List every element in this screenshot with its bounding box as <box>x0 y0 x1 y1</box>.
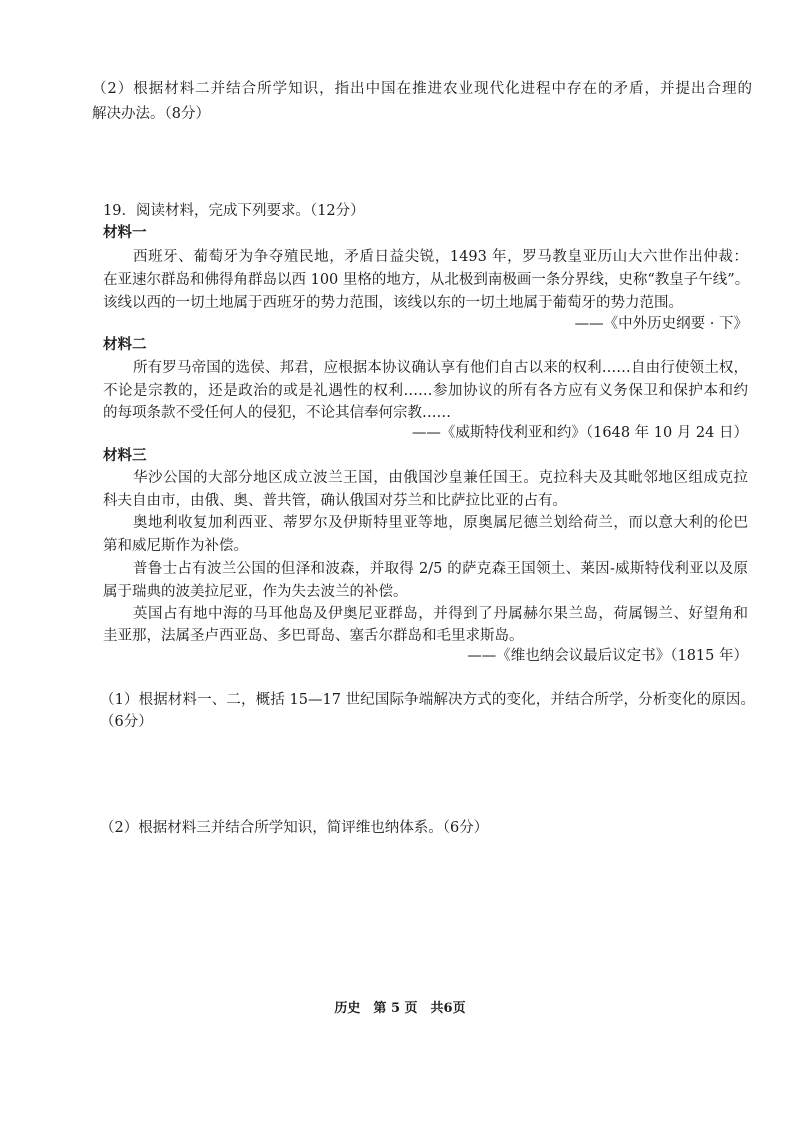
prev-question-line: （2）根据材料二并结合所学知识，指出中国在推进农业现代化进程中存在的矛盾，并提出合理的 <box>92 81 752 97</box>
material2-heading: 材料二 <box>103 336 147 353</box>
material3-line: 英国占有地中海的马耳他岛及伊奥尼亚群岛，并得到了丹属赫尔果兰岛，荷属锡兰、好望角和 <box>133 606 748 622</box>
page-footer: 历史 第 5 页 共6页 <box>334 1001 466 1016</box>
material3-line: 普鲁士占有波兰公国的但泽和波森，并取得 2/5 的萨克森王国领土、莱因-威斯特伐利亚以及原 <box>133 561 748 577</box>
material3-source: ——《维也纳会议最后议定书》（1815 年） <box>467 648 748 664</box>
material2-line: 的每项条款不受任何人的侵犯，不论其信奉何宗教…… <box>103 405 451 421</box>
subquestion-2: （2）根据材料三并结合所学知识，简评维也纳体系。（6分） <box>100 820 489 836</box>
material1-heading: 材料一 <box>103 224 147 241</box>
material3-line: 属于瑞典的波美拉尼亚，作为失去波兰的补偿。 <box>103 584 408 600</box>
material3-line: 奥地利收复加利西亚、蒂罗尔及伊斯特里亚等地，原奥属尼德兰划给荷兰，而以意大利的伦巴 <box>133 515 748 531</box>
material1-source: ——《中外历史纲要 · 下》 <box>574 316 748 332</box>
question-title: 19．阅读材料，完成下列要求。（12分） <box>103 203 365 219</box>
subquestion-1: （1）根据材料一、二，概括 15—17 世纪国际争端解决方式的变化，并结合所学，分析变化的原因。 <box>100 692 755 708</box>
material1-line: 在亚速尔群岛和佛得角群岛以西 100 里格的地方，从北极到南极画一条分界线，史称“教皇子午线”。 <box>103 272 750 288</box>
material1-line: 该线以西的一切土地属于西班牙的势力范围，该线以东的一切土地属于葡萄牙的势力范围。 <box>103 295 683 311</box>
material3-heading: 材料三 <box>103 447 147 464</box>
material2-source: ——《威斯特伐利亚和约》（1648 年 10 月 24 日） <box>411 425 748 441</box>
material1-line: 西班牙、葡萄牙为争夺殖民地，矛盾日益尖锐，1493 年，罗马教皇亚历山大六世作出仲裁： <box>133 249 748 265</box>
material3-line: 第和威尼斯作为补偿。 <box>103 538 248 554</box>
subquestion-1-score: （6分） <box>100 714 153 730</box>
material3-line: 华沙公国的大部分地区成立波兰王国，由俄国沙皇兼任国王。克拉科夫及其毗邻地区组成克拉 <box>133 470 748 486</box>
material3-line: 科夫自由市，由俄、奥、普共管，确认俄国对芬兰和比萨拉比亚的占有。 <box>103 493 567 509</box>
material2-line: 所有罗马帝国的选侯、邦君，应根据本协议确认享有他们自古以来的权利……自由行使领土权， <box>133 360 748 376</box>
prev-question-line: 解决办法。（8分） <box>92 106 210 122</box>
material2-line: 不论是宗教的，还是政治的或是礼遇性的权利……参加协议的所有各方应有义务保卫和保护本和约 <box>103 383 748 399</box>
material3-line: 圭亚那，法属圣卢西亚岛、多巴哥岛、塞舌尔群岛和毛里求斯岛。 <box>103 628 524 644</box>
